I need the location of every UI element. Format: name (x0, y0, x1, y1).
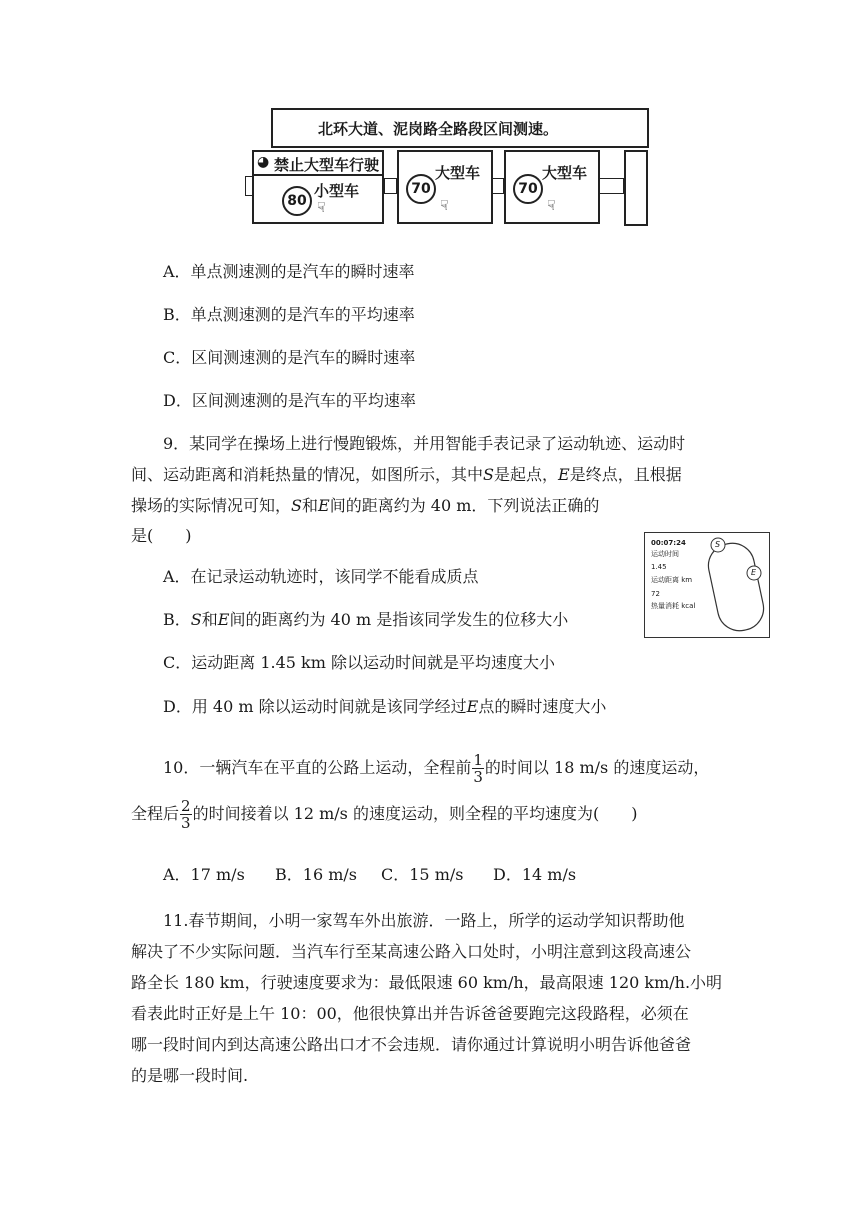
fraction-one-third: $\frac{1}{3}$ (473, 751, 483, 786)
no-truck-icon: ◕ (257, 154, 270, 170)
watch-calories-label: 热量消耗 kcal (651, 602, 696, 610)
no-truck-text: 禁止大型车行驶 (274, 156, 380, 174)
sign-header-text: 北环大道、泥岗路全路段区间测速。 (318, 120, 559, 138)
q9-option-a: A．在记录运动轨迹时，该同学不能看成质点 (163, 567, 479, 586)
q10-option-a: A．17 m/s (163, 865, 245, 884)
q10-option-c: C．15 m/s (381, 865, 464, 884)
q11-line2: 解决了不少实际问题．当汽车行至某高速公路入口处时，小明注意到这段高速公 (131, 942, 692, 961)
q8-option-d: D．区间测速测的是汽车的平均速率 (163, 391, 416, 410)
sign-connector-3 (598, 178, 624, 194)
q8-option-c: C．区间测速测的是汽车的瞬时速率 (163, 348, 416, 367)
vehicle-type-label: 大型车 (435, 164, 481, 182)
q11-line5: 哪一段时间内到达高速公路出口才不会违规．请你通过计算说明小明告诉他爸爸 (131, 1035, 692, 1054)
down-hand-icon: ☟ (440, 198, 449, 214)
q8-option-a: A．单点测速测的是汽车的瞬时速率 (163, 262, 415, 281)
q10-stem-line1: 10．一辆汽车在平直的公路上运动，全程前 $\frac{1}{3}$ 的时间以 18 m/s 的速度运动， (163, 751, 710, 786)
q9-stem-line1: 9．某同学在操场上进行慢跑锻炼，并用智能手表记录了运动轨迹、运动时 (163, 434, 686, 453)
q9-stem-line3: 操场的实际情况可知，S和E间的距离约为 40 m．下列说法正确的 (131, 496, 600, 515)
q9-stem-line4: 是( ) (131, 526, 192, 545)
q10-option-b: B．16 m/s (275, 865, 357, 884)
sign-panel-small-car (252, 174, 384, 224)
smart-watch-figure (644, 532, 770, 638)
q9-option-b: B．S和E间的距离约为 40 m 是指该同学发生的位移大小 (163, 610, 569, 629)
sign-panel-large-car-2 (504, 150, 600, 224)
sign-right-post (624, 150, 648, 226)
sign-panel-large-car-1 (397, 150, 493, 224)
q11-line3: 路全长 180 km，行驶速度要求为：最低限速 60 km/h，最高限速 120 km/h.小明 (131, 973, 723, 992)
down-hand-icon: ☟ (317, 200, 326, 216)
q9-stem-line2: 间、运动距离和消耗热量的情况，如图所示，其中S是起点，E是终点，且根据 (131, 465, 682, 484)
q9-option-c: C．运动距离 1.45 km 除以运动时间就是平均速度大小 (163, 653, 555, 672)
speed-limit-icon: 70 (513, 174, 543, 204)
watch-time-value: 00:07:24 (651, 539, 686, 547)
q9-option-d: D．用 40 m 除以运动时间就是该同学经过E点的瞬时速度大小 (163, 697, 607, 716)
fraction-two-thirds: $\frac{2}{3}$ (181, 797, 191, 832)
q11-line1: 11.春节期间，小明一家驾车外出旅游．一路上，所学的运动学知识帮助他 (163, 911, 685, 930)
q11-line6: 的是哪一段时间. (131, 1066, 249, 1085)
watch-distance-value: 1.45 (651, 563, 667, 571)
q10-stem-line2: 全程后 $\frac{2}{3}$ 的时间接着以 12 m/s 的速度运动，则全程的平均速度为( ) (131, 797, 638, 832)
q11-line4: 看表此时正好是上午 10：00，他很快算出并告诉爸爸要跑完这段路程，必须在 (131, 1004, 689, 1023)
down-hand-icon: ☟ (547, 198, 556, 214)
track-end-label: E (751, 568, 757, 577)
speed-limit-icon: 80 (282, 186, 312, 216)
running-track-icon (645, 533, 769, 637)
vehicle-type-label: 大型车 (542, 164, 588, 182)
q10-option-d: D．14 m/s (493, 865, 577, 884)
sign-header-box (271, 108, 649, 148)
sign-connector-1 (384, 178, 397, 194)
watch-distance-label: 运动距离 km (651, 576, 693, 584)
track-start-label: S (715, 540, 721, 549)
vehicle-type-label: 小型车 (314, 182, 360, 200)
speed-limit-icon: 70 (406, 174, 436, 204)
watch-calories-value: 72 (651, 590, 660, 598)
q8-option-b: B．单点测速测的是汽车的平均速率 (163, 305, 415, 324)
watch-time-label: 运动时间 (651, 550, 679, 558)
